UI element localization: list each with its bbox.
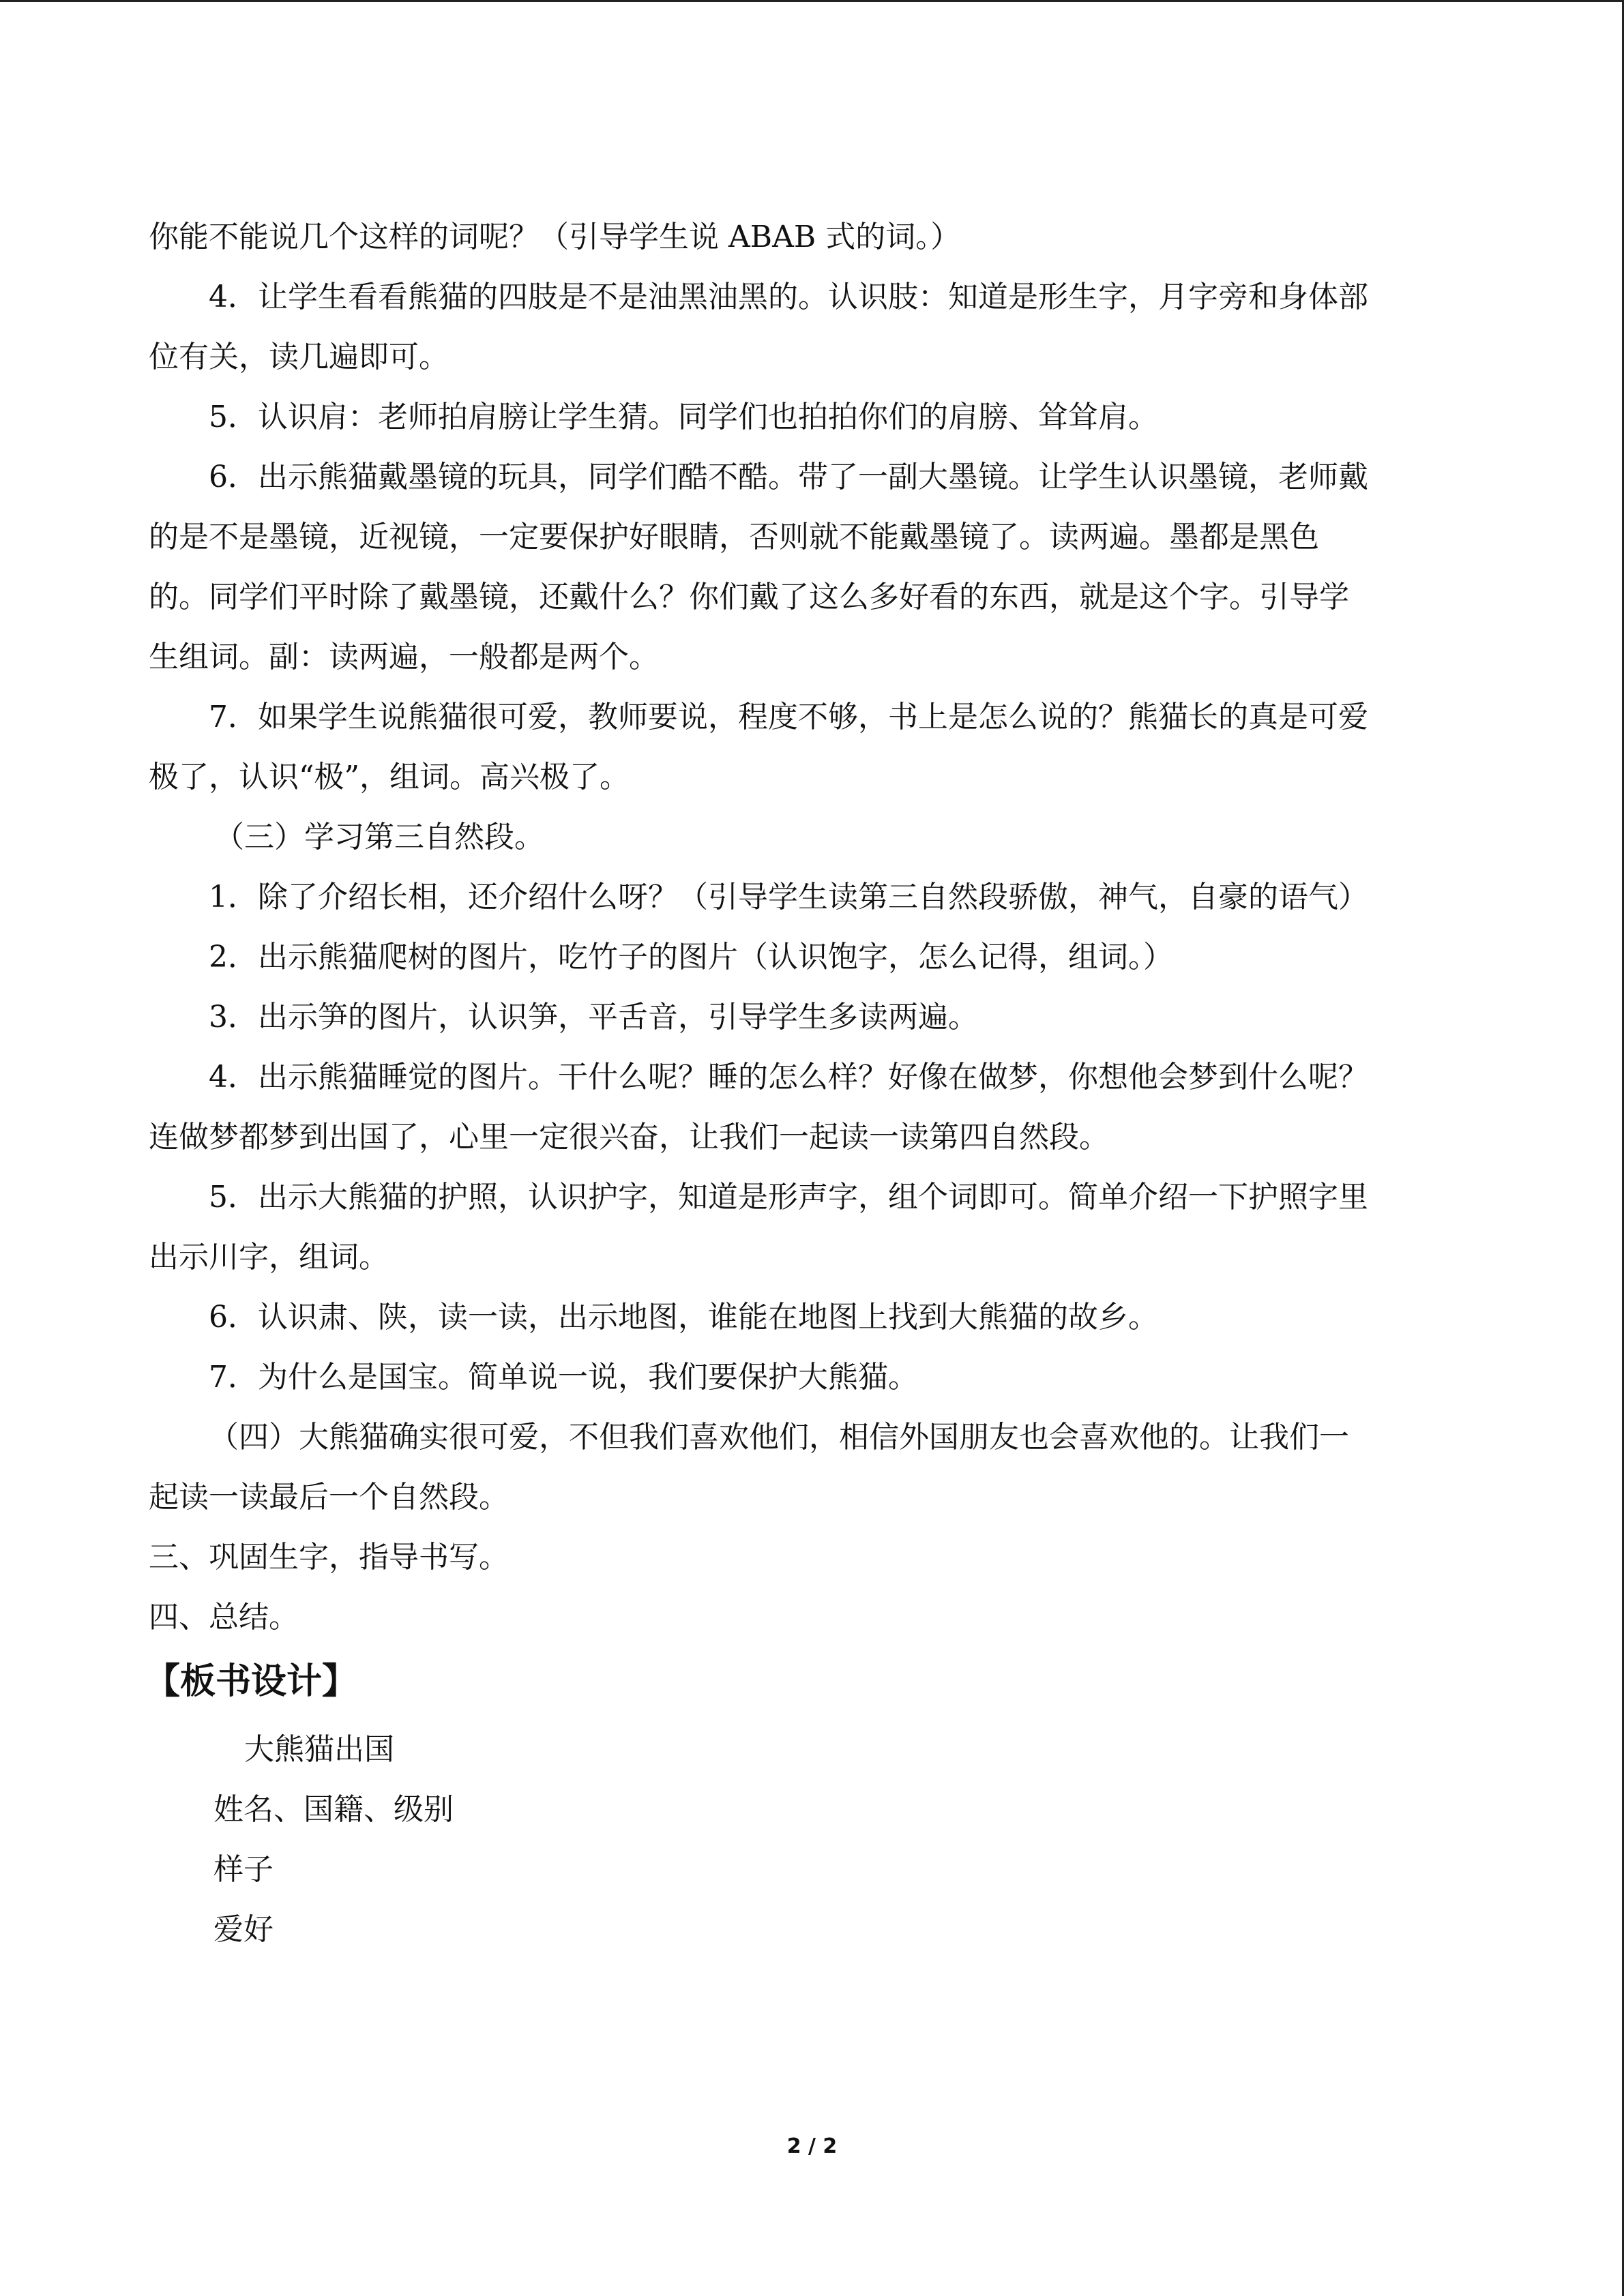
section-line: 三、巩固生字，指导书写。 [149,1540,509,1575]
paragraph-line: 6．认识肃、陕，读一读，出示地图，谁能在地图上找到大熊猫的故乡。 [209,1300,1158,1335]
board-design-heading: 【板书设计】 [145,1661,358,1702]
paragraph-line: 5．出示大熊猫的护照，认识护字，知道是形声字，组个词即可。简单介绍一下护照字里 [209,1180,1368,1214]
section-heading-line: （三）学习第三自然段。 [214,820,544,854]
paragraph-line: 位有关，读几遍即可。 [149,340,449,374]
section-line: 四、总结。 [149,1600,299,1635]
paragraph-line: 的是不是墨镜，近视镜，一定要保护好眼睛，否则就不能戴墨镜了。读两遍。墨都是黑色 [149,520,1319,554]
paragraph-line: 1．除了介绍长相，还介绍什么呀？（引导学生读第三自然段骄傲，神气，自豪的语气） [209,880,1368,914]
document-body [145,207,1475,1960]
board-title: 大熊猫出国 [244,1732,394,1767]
paragraph-line: 5．认识肩：老师拍肩膀让学生猜。同学们也拍拍你们的肩膀、耸耸肩。 [209,400,1158,434]
paragraph-line: 极了，认识“极”，组词。高兴极了。 [149,760,630,794]
paragraph-line: 7．如果学生说熊猫很可爱，教师要说，程度不够，书上是怎么说的？熊猫长的真是可爱 [209,700,1368,734]
board-item: 姓名、国籍、级别 [213,1792,454,1827]
paragraph-line: 的。同学们平时除了戴墨镜，还戴什么？你们戴了这么多好看的东西，就是这个字。引导学 [149,580,1349,614]
paragraph-line: 起读一读最后一个自然段。 [149,1480,509,1515]
paragraph-line: 出示川字，组词。 [149,1240,389,1274]
paragraph-line: 4．出示熊猫睡觉的图片。干什么呢？睡的怎么样？好像在做梦，你想他会梦到什么呢？ [209,1060,1368,1094]
paragraph-line: 4．让学生看看熊猫的四肢是不是油黑油黑的。认识肢：知道是形生字，月字旁和身体部 [209,280,1368,314]
board-item: 爱好 [213,1912,274,1947]
paragraph-line: 3．出示笋的图片，认识笋，平舌音，引导学生多读两遍。 [209,1000,978,1034]
board-item: 样子 [213,1852,274,1887]
page-number: 2 / 2 [786,2134,838,2158]
paragraph-line: 生组词。副：读两遍，一般都是两个。 [149,640,659,674]
paragraph-line: 你能不能说几个这样的词呢？（引导学生说 ABAB 式的词。） [149,220,961,254]
page-top-border [0,0,1624,2]
paragraph-line: 7．为什么是国宝。简单说一说，我们要保护大熊猫。 [209,1360,918,1395]
paragraph-line: 6．出示熊猫戴墨镜的玩具，同学们酷不酷。带了一副大墨镜。让学生认识墨镜，老师戴 [209,460,1368,494]
paragraph-line: 2．出示熊猫爬树的图片，吃竹子的图片（认识饱字，怎么记得，组词。） [209,940,1173,974]
paragraph-line: （四）大熊猫确实很可爱，不但我们喜欢他们，相信外国朋友也会喜欢他的。让我们一 [209,1420,1349,1455]
paragraph-line: 连做梦都梦到出国了，心里一定很兴奋，让我们一起读一读第四自然段。 [149,1120,1109,1154]
